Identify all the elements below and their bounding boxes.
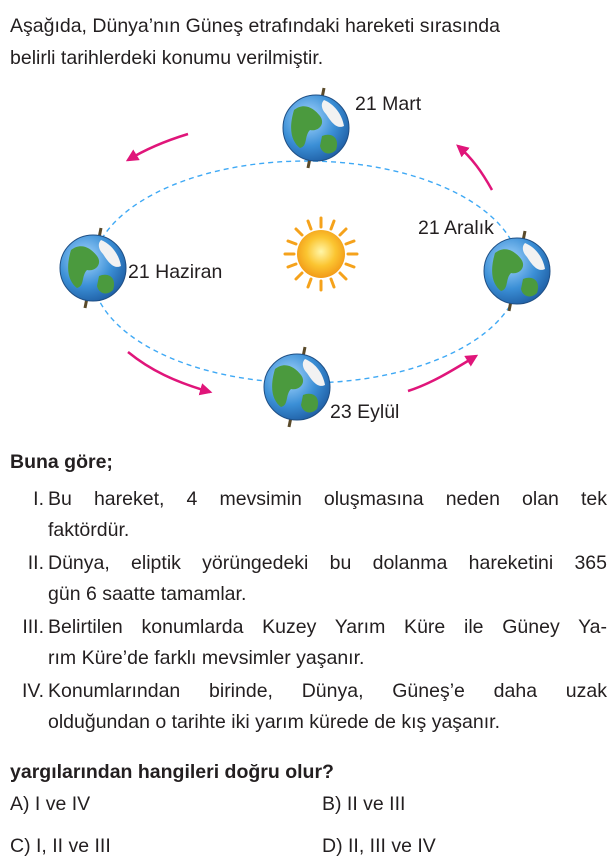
orbit-arrow-top-left-icon (128, 134, 188, 160)
statement-line: olduğundan o tarihte iki yarım kürede de kış yaşanır. (48, 711, 501, 733)
statement-number: I. (33, 488, 44, 510)
answer-option-a[interactable]: A) I ve IV (10, 793, 91, 815)
statement-item-4 (10, 676, 607, 738)
label-23-eylul: 23 Eylül (330, 401, 400, 423)
earth-globe-icon-right (484, 231, 550, 311)
intro-line-2: belirli tarihlerdeki konumu verilmiştir. (10, 47, 324, 69)
statement-line: Dünya, eliptik yörüngedeki bu dolanma hareketini 365 (48, 552, 607, 574)
earth-globe-icon-bottom (264, 347, 330, 427)
label-21-aralik: 21 Aralık (418, 217, 494, 239)
earth-orbit-diagram (0, 80, 611, 440)
statement-number: IV. (21, 680, 44, 702)
earth-globe-icon-left (60, 228, 126, 308)
statement-line: Belirtilen konumlarda Kuzey Yarım Küre ile Güney Ya- (48, 616, 607, 638)
orbit-arrow-bottom-right-icon (408, 356, 476, 391)
statement-line: rım Küre’de farklı mevsimler yaşanır. (48, 647, 365, 669)
statement-item-1 (10, 484, 607, 546)
statement-number: III. (22, 616, 44, 638)
orbit-arrow-bottom-left-icon (128, 352, 210, 392)
orbit-arrow-top-right-icon (458, 146, 492, 190)
earth-globe-icon-top (283, 88, 349, 168)
question-prompt: yargılarından hangileri doğru olur? (10, 761, 334, 783)
statement-line: Bu hareket, 4 mevsimin oluşmasına neden olan tek (48, 488, 607, 510)
label-21-mart: 21 Mart (355, 93, 422, 115)
statement-item-3 (10, 612, 607, 674)
sun-icon (285, 218, 357, 290)
lead-text: Buna göre; (10, 451, 113, 473)
statement-item-2 (10, 548, 607, 610)
statement-number: II. (27, 552, 44, 574)
label-21-haziran: 21 Haziran (128, 261, 223, 283)
statement-list (10, 484, 607, 740)
intro-line-1: Aşağıda, Dünya’nın Güneş etrafındaki hareketi sırasında (10, 15, 500, 37)
statement-line: Konumlarından birinde, Dünya, Güneş’e daha uzak (48, 680, 607, 702)
statement-line: gün 6 saatte tamamlar. (48, 583, 247, 605)
answer-option-d[interactable]: D) II, III ve IV (322, 835, 436, 857)
answer-option-c[interactable]: C) I, II ve III (10, 835, 111, 857)
question-intro (10, 10, 605, 74)
answer-option-b[interactable]: B) II ve III (322, 793, 406, 815)
statement-line: faktördür. (48, 519, 130, 541)
